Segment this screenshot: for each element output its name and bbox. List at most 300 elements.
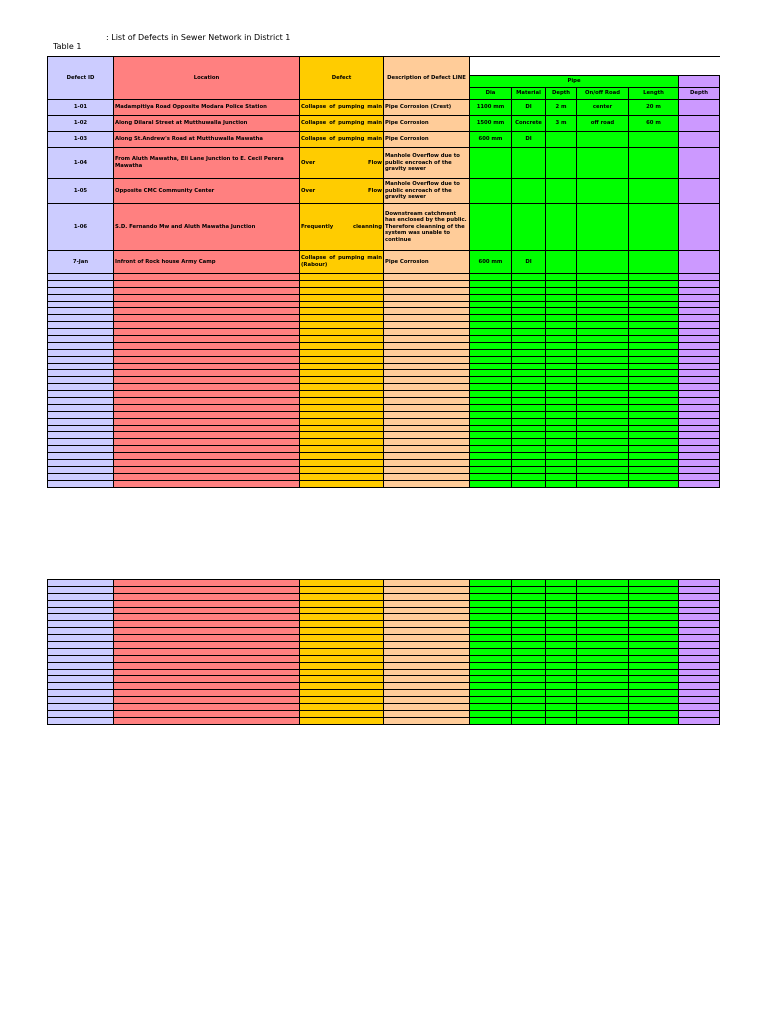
- blank-row: [48, 655, 720, 662]
- empty-material-cell: [512, 411, 546, 418]
- empty-dia-cell: [470, 384, 512, 391]
- empty-onoff-road-cell: [577, 710, 629, 717]
- empty-location-cell: [114, 280, 300, 287]
- empty-location-cell: [114, 648, 300, 655]
- blank-row: [48, 363, 720, 370]
- empty-length-cell: [629, 628, 679, 635]
- empty-defect-cell: [300, 662, 384, 669]
- empty-depth-2-cell: [679, 322, 720, 329]
- empty-onoff-road-cell: [577, 425, 629, 432]
- empty-defect-id-cell: [48, 704, 114, 711]
- empty-location-cell: [114, 308, 300, 315]
- empty-dia-cell: [470, 280, 512, 287]
- defect-id-cell: 1-03: [48, 132, 114, 148]
- empty-defect-cell: [300, 342, 384, 349]
- location-cell: Along St.Andrew's Road at Mutthuwalla Mawatha: [114, 132, 300, 148]
- empty-defect-id-cell: [48, 466, 114, 473]
- empty-description-cell: [384, 411, 470, 418]
- empty-location-cell: [114, 287, 300, 294]
- empty-material-cell: [512, 460, 546, 467]
- empty-material-cell: [512, 600, 546, 607]
- length-cell: 60 m: [629, 116, 679, 132]
- empty-defect-cell: [300, 704, 384, 711]
- empty-depth-2-cell: [679, 600, 720, 607]
- blank-row: [48, 635, 720, 642]
- empty-material-cell: [512, 717, 546, 724]
- empty-dia-cell: [470, 439, 512, 446]
- empty-description-cell: [384, 628, 470, 635]
- empty-depth-cell: [546, 642, 577, 649]
- description-cell: Downstream catchment has enclosed by the public. Therefore cleanning of the system was unable to continue: [384, 204, 470, 251]
- empty-defect-id-cell: [48, 710, 114, 717]
- empty-dia-cell: [470, 593, 512, 600]
- empty-defect-cell: [300, 391, 384, 398]
- empty-defect-cell: [300, 370, 384, 377]
- empty-material-cell: [512, 586, 546, 593]
- empty-defect-id-cell: [48, 294, 114, 301]
- empty-defect-id-cell: [48, 411, 114, 418]
- empty-defect-cell: [300, 480, 384, 487]
- empty-defect-id-cell: [48, 690, 114, 697]
- empty-material-cell: [512, 315, 546, 322]
- empty-onoff-road-cell: [577, 466, 629, 473]
- empty-defect-id-cell: [48, 315, 114, 322]
- empty-description-cell: [384, 418, 470, 425]
- empty-location-cell: [114, 642, 300, 649]
- blank-row: [48, 642, 720, 649]
- empty-material-cell: [512, 710, 546, 717]
- blank-row: [48, 370, 720, 377]
- blank-row: [48, 432, 720, 439]
- depth-2-cell: [679, 251, 720, 274]
- empty-depth-cell: [546, 398, 577, 405]
- defect-cell: Collapse of pumping main: [300, 132, 384, 148]
- empty-depth-cell: [546, 439, 577, 446]
- empty-location-cell: [114, 446, 300, 453]
- blank-row: [48, 460, 720, 467]
- empty-dia-cell: [470, 710, 512, 717]
- empty-onoff-road-cell: [577, 336, 629, 343]
- empty-defect-cell: [300, 322, 384, 329]
- empty-length-cell: [629, 280, 679, 287]
- empty-length-cell: [629, 655, 679, 662]
- empty-location-cell: [114, 676, 300, 683]
- empty-depth-cell: [546, 466, 577, 473]
- empty-location-cell: [114, 453, 300, 460]
- empty-location-cell: [114, 697, 300, 704]
- empty-depth-2-cell: [679, 294, 720, 301]
- onoff-road-cell: [577, 179, 629, 204]
- empty-material-cell: [512, 356, 546, 363]
- onoff-road-cell: [577, 132, 629, 148]
- empty-dia-cell: [470, 377, 512, 384]
- empty-depth-cell: [546, 473, 577, 480]
- description-cell: Pipe Corrosion: [384, 132, 470, 148]
- blank-row: [48, 690, 720, 697]
- empty-dia-cell: [470, 301, 512, 308]
- empty-description-cell: [384, 356, 470, 363]
- depth-cell: 3 m: [546, 116, 577, 132]
- empty-length-cell: [629, 704, 679, 711]
- empty-material-cell: [512, 480, 546, 487]
- empty-location-cell: [114, 439, 300, 446]
- empty-defect-id-cell: [48, 349, 114, 356]
- empty-dia-cell: [470, 669, 512, 676]
- empty-material-cell: [512, 662, 546, 669]
- empty-length-cell: [629, 349, 679, 356]
- empty-material-cell: [512, 425, 546, 432]
- empty-length-cell: [629, 404, 679, 411]
- empty-dia-cell: [470, 717, 512, 724]
- empty-defect-id-cell: [48, 418, 114, 425]
- location-cell: Madampitiya Road Opposite Modara Police Station: [114, 100, 300, 116]
- empty-depth-2-cell: [679, 662, 720, 669]
- empty-length-cell: [629, 439, 679, 446]
- dia-cell: [470, 179, 512, 204]
- empty-defect-cell: [300, 301, 384, 308]
- empty-defect-cell: [300, 446, 384, 453]
- empty-depth-cell: [546, 593, 577, 600]
- empty-description-cell: [384, 690, 470, 697]
- empty-depth-2-cell: [679, 274, 720, 281]
- empty-depth-2-cell: [679, 676, 720, 683]
- empty-defect-cell: [300, 460, 384, 467]
- empty-onoff-road-cell: [577, 342, 629, 349]
- empty-length-cell: [629, 593, 679, 600]
- depth-cell: [546, 251, 577, 274]
- empty-defect-cell: [300, 628, 384, 635]
- material-cell: [512, 179, 546, 204]
- empty-depth-cell: [546, 404, 577, 411]
- blank-row: [48, 308, 720, 315]
- empty-defect-id-cell: [48, 683, 114, 690]
- empty-defect-id-cell: [48, 363, 114, 370]
- empty-length-cell: [629, 580, 679, 587]
- table-row: [48, 148, 720, 179]
- empty-depth-cell: [546, 460, 577, 467]
- empty-defect-cell: [300, 473, 384, 480]
- empty-depth-cell: [546, 384, 577, 391]
- empty-description-cell: [384, 460, 470, 467]
- empty-depth-cell: [546, 586, 577, 593]
- empty-material-cell: [512, 614, 546, 621]
- empty-dia-cell: [470, 460, 512, 467]
- empty-depth-cell: [546, 308, 577, 315]
- empty-length-cell: [629, 418, 679, 425]
- blank-row: [48, 466, 720, 473]
- empty-material-cell: [512, 287, 546, 294]
- empty-description-cell: [384, 621, 470, 628]
- empty-description-cell: [384, 676, 470, 683]
- empty-onoff-road-cell: [577, 322, 629, 329]
- empty-defect-cell: [300, 593, 384, 600]
- blank-row: [48, 614, 720, 621]
- empty-location-cell: [114, 683, 300, 690]
- empty-location-cell: [114, 460, 300, 467]
- description-cell: Pipe Corrosion: [384, 251, 470, 274]
- empty-material-cell: [512, 669, 546, 676]
- empty-depth-cell: [546, 600, 577, 607]
- onoff-road-cell: off road: [577, 116, 629, 132]
- empty-onoff-road-cell: [577, 446, 629, 453]
- empty-length-cell: [629, 287, 679, 294]
- location-cell: S.D. Fernando Mw and Aluth Mawatha Junction: [114, 204, 300, 251]
- blank-row: [48, 404, 720, 411]
- empty-defect-cell: [300, 690, 384, 697]
- material-cell: DI: [512, 132, 546, 148]
- empty-length-cell: [629, 356, 679, 363]
- blank-row: [48, 391, 720, 398]
- empty-location-cell: [114, 391, 300, 398]
- empty-length-cell: [629, 669, 679, 676]
- empty-defect-cell: [300, 580, 384, 587]
- empty-length-cell: [629, 473, 679, 480]
- empty-depth-cell: [546, 356, 577, 363]
- empty-length-cell: [629, 676, 679, 683]
- empty-defect-id-cell: [48, 453, 114, 460]
- empty-dia-cell: [470, 580, 512, 587]
- empty-defect-id-cell: [48, 642, 114, 649]
- empty-length-cell: [629, 329, 679, 336]
- empty-description-cell: [384, 655, 470, 662]
- empty-material-cell: [512, 349, 546, 356]
- empty-defect-cell: [300, 710, 384, 717]
- empty-location-cell: [114, 425, 300, 432]
- empty-description-cell: [384, 586, 470, 593]
- empty-onoff-road-cell: [577, 655, 629, 662]
- description-cell: Manhole Overflow due to public encroach of the gravity sewer: [384, 148, 470, 179]
- empty-depth-cell: [546, 635, 577, 642]
- empty-defect-id-cell: [48, 446, 114, 453]
- empty-description-cell: [384, 446, 470, 453]
- material-cell: DI: [512, 100, 546, 116]
- empty-depth-2-cell: [679, 398, 720, 405]
- header-spacer: [470, 57, 720, 76]
- empty-location-cell: [114, 411, 300, 418]
- empty-description-cell: [384, 704, 470, 711]
- empty-material-cell: [512, 370, 546, 377]
- defect-cell: Over Flow: [300, 179, 384, 204]
- empty-location-cell: [114, 336, 300, 343]
- empty-depth-cell: [546, 349, 577, 356]
- empty-location-cell: [114, 329, 300, 336]
- empty-location-cell: [114, 655, 300, 662]
- empty-description-cell: [384, 717, 470, 724]
- empty-depth-2-cell: [679, 336, 720, 343]
- empty-defect-cell: [300, 600, 384, 607]
- empty-depth-cell: [546, 418, 577, 425]
- empty-defect-cell: [300, 398, 384, 405]
- blank-row: [48, 648, 720, 655]
- empty-dia-cell: [470, 607, 512, 614]
- empty-onoff-road-cell: [577, 432, 629, 439]
- empty-onoff-road-cell: [577, 391, 629, 398]
- empty-depth-2-cell: [679, 697, 720, 704]
- empty-depth-cell: [546, 377, 577, 384]
- empty-depth-2-cell: [679, 683, 720, 690]
- empty-material-cell: [512, 336, 546, 343]
- empty-defect-cell: [300, 418, 384, 425]
- empty-depth-2-cell: [679, 329, 720, 336]
- empty-depth-2-cell: [679, 446, 720, 453]
- empty-material-cell: [512, 466, 546, 473]
- empty-depth-2-cell: [679, 301, 720, 308]
- empty-dia-cell: [470, 662, 512, 669]
- onoff-road-cell: [577, 251, 629, 274]
- empty-depth-cell: [546, 301, 577, 308]
- empty-defect-cell: [300, 676, 384, 683]
- dia-cell: [470, 204, 512, 251]
- empty-depth-cell: [546, 411, 577, 418]
- empty-material-cell: [512, 621, 546, 628]
- empty-description-cell: [384, 274, 470, 281]
- empty-defect-id-cell: [48, 377, 114, 384]
- empty-length-cell: [629, 411, 679, 418]
- empty-length-cell: [629, 391, 679, 398]
- empty-depth-cell: [546, 322, 577, 329]
- empty-length-cell: [629, 301, 679, 308]
- depth-cell: 2 m: [546, 100, 577, 116]
- blank-row: [48, 621, 720, 628]
- table-row: [48, 204, 720, 251]
- empty-defect-cell: [300, 280, 384, 287]
- empty-material-cell: [512, 607, 546, 614]
- header-defect: Defect: [300, 57, 384, 100]
- empty-material-cell: [512, 648, 546, 655]
- empty-onoff-road-cell: [577, 329, 629, 336]
- empty-defect-id-cell: [48, 439, 114, 446]
- table-row: [48, 100, 720, 116]
- empty-material-cell: [512, 697, 546, 704]
- empty-depth-cell: [546, 315, 577, 322]
- empty-depth-cell: [546, 287, 577, 294]
- empty-description-cell: [384, 466, 470, 473]
- depth-2-cell: [679, 204, 720, 251]
- defect-cell: Collapse of pumping main: [300, 100, 384, 116]
- depth-2-cell: [679, 116, 720, 132]
- empty-defect-cell: [300, 466, 384, 473]
- empty-onoff-road-cell: [577, 363, 629, 370]
- empty-depth-2-cell: [679, 586, 720, 593]
- empty-defect-cell: [300, 621, 384, 628]
- empty-location-cell: [114, 377, 300, 384]
- empty-description-cell: [384, 342, 470, 349]
- empty-dia-cell: [470, 642, 512, 649]
- empty-length-cell: [629, 600, 679, 607]
- empty-defect-id-cell: [48, 342, 114, 349]
- empty-length-cell: [629, 460, 679, 467]
- empty-depth-cell: [546, 274, 577, 281]
- empty-dia-cell: [470, 648, 512, 655]
- empty-depth-cell: [546, 363, 577, 370]
- empty-defect-cell: [300, 648, 384, 655]
- empty-depth-2-cell: [679, 404, 720, 411]
- empty-material-cell: [512, 391, 546, 398]
- defect-id-cell: 1-05: [48, 179, 114, 204]
- blank-row: [48, 349, 720, 356]
- empty-material-cell: [512, 439, 546, 446]
- defect-cell: Over Flow: [300, 148, 384, 179]
- empty-depth-2-cell: [679, 356, 720, 363]
- empty-location-cell: [114, 398, 300, 405]
- empty-location-cell: [114, 614, 300, 621]
- blank-row: [48, 669, 720, 676]
- empty-material-cell: [512, 473, 546, 480]
- empty-onoff-road-cell: [577, 717, 629, 724]
- empty-defect-cell: [300, 642, 384, 649]
- empty-depth-cell: [546, 710, 577, 717]
- empty-dia-cell: [470, 274, 512, 281]
- blank-row: [48, 580, 720, 587]
- blank-row: [48, 662, 720, 669]
- empty-location-cell: [114, 717, 300, 724]
- empty-description-cell: [384, 322, 470, 329]
- empty-defect-id-cell: [48, 384, 114, 391]
- empty-dia-cell: [470, 370, 512, 377]
- empty-defect-id-cell: [48, 697, 114, 704]
- empty-material-cell: [512, 446, 546, 453]
- empty-length-cell: [629, 315, 679, 322]
- empty-depth-2-cell: [679, 669, 720, 676]
- table-row: [48, 132, 720, 148]
- empty-onoff-road-cell: [577, 669, 629, 676]
- blank-row: [48, 384, 720, 391]
- empty-length-cell: [629, 621, 679, 628]
- empty-defect-id-cell: [48, 648, 114, 655]
- dia-cell: [470, 148, 512, 179]
- empty-depth-2-cell: [679, 648, 720, 655]
- blank-row: [48, 425, 720, 432]
- empty-dia-cell: [470, 363, 512, 370]
- empty-onoff-road-cell: [577, 676, 629, 683]
- empty-description-cell: [384, 294, 470, 301]
- empty-location-cell: [114, 600, 300, 607]
- empty-defect-cell: [300, 425, 384, 432]
- empty-location-cell: [114, 294, 300, 301]
- empty-defect-cell: [300, 635, 384, 642]
- empty-defect-id-cell: [48, 287, 114, 294]
- empty-location-cell: [114, 473, 300, 480]
- header-defect-id: Defect ID: [48, 57, 114, 100]
- empty-location-cell: [114, 274, 300, 281]
- empty-dia-cell: [470, 697, 512, 704]
- empty-location-cell: [114, 356, 300, 363]
- empty-material-cell: [512, 274, 546, 281]
- empty-location-cell: [114, 690, 300, 697]
- empty-defect-cell: [300, 439, 384, 446]
- empty-defect-id-cell: [48, 336, 114, 343]
- empty-defect-id-cell: [48, 600, 114, 607]
- empty-dia-cell: [470, 349, 512, 356]
- empty-onoff-road-cell: [577, 628, 629, 635]
- empty-defect-cell: [300, 349, 384, 356]
- empty-length-cell: [629, 717, 679, 724]
- empty-depth-cell: [546, 717, 577, 724]
- empty-description-cell: [384, 607, 470, 614]
- empty-defect-cell: [300, 614, 384, 621]
- empty-onoff-road-cell: [577, 315, 629, 322]
- material-cell: Concrete: [512, 116, 546, 132]
- empty-length-cell: [629, 635, 679, 642]
- empty-onoff-road-cell: [577, 439, 629, 446]
- empty-defect-id-cell: [48, 404, 114, 411]
- empty-depth-cell: [546, 446, 577, 453]
- empty-location-cell: [114, 593, 300, 600]
- empty-material-cell: [512, 593, 546, 600]
- dia-cell: 600 mm: [470, 251, 512, 274]
- empty-dia-cell: [470, 398, 512, 405]
- empty-onoff-road-cell: [577, 473, 629, 480]
